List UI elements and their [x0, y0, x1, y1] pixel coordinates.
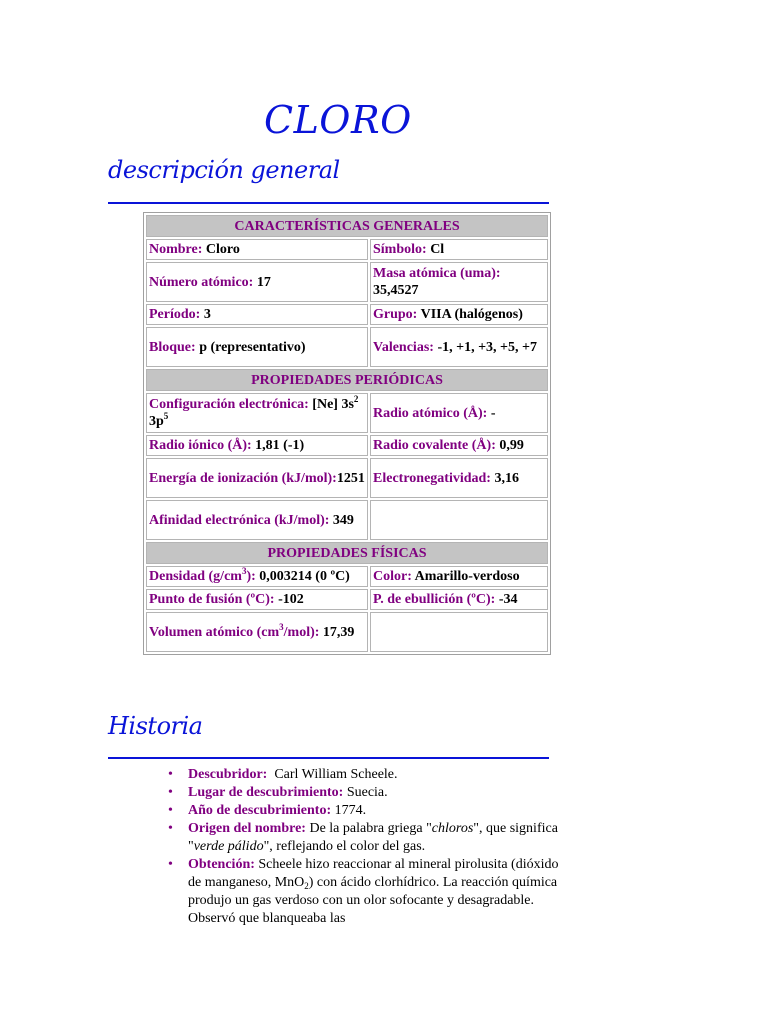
table-row [146, 589, 548, 610]
config-s: 3s [341, 397, 354, 412]
header-periodic: PROPIEDADES PERIÓDICAS [146, 369, 548, 391]
table-row [146, 612, 548, 652]
ionizacion-label: Energía de ionización (kJ/mol): [149, 470, 337, 486]
history-list [168, 766, 568, 928]
cell-nombre [146, 239, 368, 260]
origen-text: ", reflejando el color del gas. [263, 839, 426, 854]
periodo-label: Período: [149, 307, 201, 322]
radio-atomico-value: - [490, 405, 496, 421]
masa-label: Masa atómica (uma): [373, 266, 501, 281]
valencias-label: Valencias: [373, 339, 434, 355]
list-item [168, 820, 568, 856]
cell-radio-ionico [146, 435, 368, 456]
nombre-label: Nombre: [149, 242, 203, 257]
cell-densidad [146, 566, 368, 587]
table-row [146, 458, 548, 498]
densidad-label: Densidad (g/cm [149, 569, 242, 584]
list-item [168, 802, 568, 820]
valencias-value: -1, +1, +3, +5, +7 [437, 339, 538, 355]
anio-label: Año de descubrimiento: [188, 803, 332, 818]
list-item [168, 784, 568, 802]
config-p-exponent: 5 [163, 411, 169, 421]
fusion-label: Punto de fusión (ºC): [149, 592, 275, 607]
table-row [146, 262, 548, 302]
radio-covalente-value: 0,99 [499, 438, 524, 453]
cell-periodo [146, 304, 368, 325]
ebullicion-value: -34 [498, 592, 518, 607]
volumen-exponent: 3 [279, 621, 284, 632]
color-value: Amarillo-verdoso [414, 569, 520, 584]
cell-electronegatividad [370, 458, 548, 498]
table-header-row [146, 542, 548, 564]
element-properties-table [143, 212, 551, 655]
bullet-icon: • [168, 785, 173, 800]
fusion-value: -102 [278, 592, 304, 607]
grupo-label: Grupo: [373, 307, 418, 322]
volumen-value: 17,39 [322, 624, 355, 640]
nombre-value: Cloro [205, 242, 240, 257]
section-heading-general: descripción general [108, 156, 340, 184]
cell-empty [370, 500, 548, 540]
cell-simbolo [370, 239, 548, 260]
cell-valencias [370, 327, 548, 367]
afinidad-label: Afinidad electrónica (kJ/mol): [149, 512, 330, 528]
table-row [146, 304, 548, 325]
origen-text: De la palabra griega " [309, 821, 432, 836]
lugar-value: Suecia. [346, 785, 388, 800]
bloque-value: p (representativo) [199, 339, 306, 355]
obtencion-text: ) con ácido clorhídrico. La reacción química produjo un gas verdoso con un olor sofocante y desagradable. Observó que blanqueaba las [188, 875, 558, 926]
obtencion-text: Scheele hizo reaccionar al mineral pirolusita (dióxido de manganeso, MnO [188, 857, 559, 890]
cell-ionizacion [146, 458, 368, 498]
color-label: Color: [373, 569, 412, 584]
anio-value: 1774. [334, 803, 367, 818]
cell-fusion [146, 589, 368, 610]
numero-label: Número atómico: [149, 274, 254, 290]
cell-ebullicion [370, 589, 548, 610]
electroneg-label: Electronegatividad: [373, 470, 491, 486]
table-row [146, 327, 548, 367]
volumen-label: Volumen atómico (cm [149, 624, 280, 640]
densidad-label-end: ): [246, 569, 256, 584]
bloque-label: Bloque: [149, 339, 196, 355]
volumen-label-end: /mol): [283, 624, 320, 640]
masa-value: 35,4527 [373, 283, 419, 298]
bullet-icon: • [168, 767, 173, 782]
cell-empty [370, 612, 548, 652]
descubridor-label: Descubridor: [188, 767, 268, 782]
cell-volumen [146, 612, 368, 652]
bullet-icon: • [168, 803, 173, 818]
table-row [146, 393, 548, 433]
page-title: CLORO [264, 98, 412, 142]
afinidad-value: 349 [332, 512, 354, 528]
config-label: Configuración electrónica: [149, 397, 309, 412]
cell-masa [370, 262, 548, 302]
table-row [146, 566, 548, 587]
cell-radio-covalente [370, 435, 548, 456]
table-row [146, 239, 548, 260]
radio-ionico-value: 1,81 (-1) [255, 438, 305, 453]
section-divider-history [108, 757, 549, 759]
descubridor-value: Carl William Scheele. [274, 767, 398, 782]
cell-color [370, 566, 548, 587]
radio-covalente-label: Radio covalente (Å): [373, 438, 496, 453]
config-p: 3p [149, 414, 164, 429]
simbolo-value: Cl [430, 242, 445, 257]
header-physical: PROPIEDADES FÍSICAS [146, 542, 548, 564]
periodo-value: 3 [203, 307, 211, 322]
origen-verde: verde pálido [193, 839, 264, 854]
simbolo-label: Símbolo: [373, 242, 427, 257]
electroneg-value: 3,16 [494, 470, 519, 486]
radio-ionico-label: Radio iónico (Å): [149, 438, 252, 453]
radio-atomico-label: Radio atómico (Å): [373, 405, 488, 421]
section-heading-history: Historia [108, 712, 203, 740]
origen-chloros: chloros [431, 821, 474, 836]
obtencion-label: Obtención: [188, 857, 255, 872]
origen-text: ", que significa " [188, 821, 558, 854]
table-row [146, 435, 548, 456]
config-s-exponent: 2 [353, 394, 359, 404]
ionizacion-value: 1251 [336, 470, 365, 486]
list-item [168, 766, 568, 784]
header-general: CARACTERÍSTICAS GENERALES [146, 215, 548, 237]
cell-afinidad [146, 500, 368, 540]
cell-configuracion [146, 393, 368, 433]
origen-label: Origen del nombre: [188, 821, 306, 836]
obtencion-subscript: 2 [304, 881, 309, 891]
list-item [168, 856, 568, 928]
section-divider-general [108, 202, 549, 204]
numero-value: 17 [256, 274, 271, 290]
lugar-label: Lugar de descubrimiento: [188, 785, 344, 800]
bullet-icon: • [168, 857, 173, 872]
bullet-icon: • [168, 821, 173, 836]
table-row [146, 500, 548, 540]
cell-numero [146, 262, 368, 302]
grupo-value: VIIA (halógenos) [420, 307, 523, 322]
ebullicion-label: P. de ebullición (ºC): [373, 592, 496, 607]
cell-grupo [370, 304, 548, 325]
densidad-value: 0,003214 (0 ºC) [259, 569, 350, 584]
table-header-row [146, 215, 548, 237]
cell-radio-atomico [370, 393, 548, 433]
cell-bloque [146, 327, 368, 367]
densidad-exponent: 3 [241, 566, 247, 576]
config-prefix: [Ne] [312, 397, 338, 412]
table-header-row [146, 369, 548, 391]
